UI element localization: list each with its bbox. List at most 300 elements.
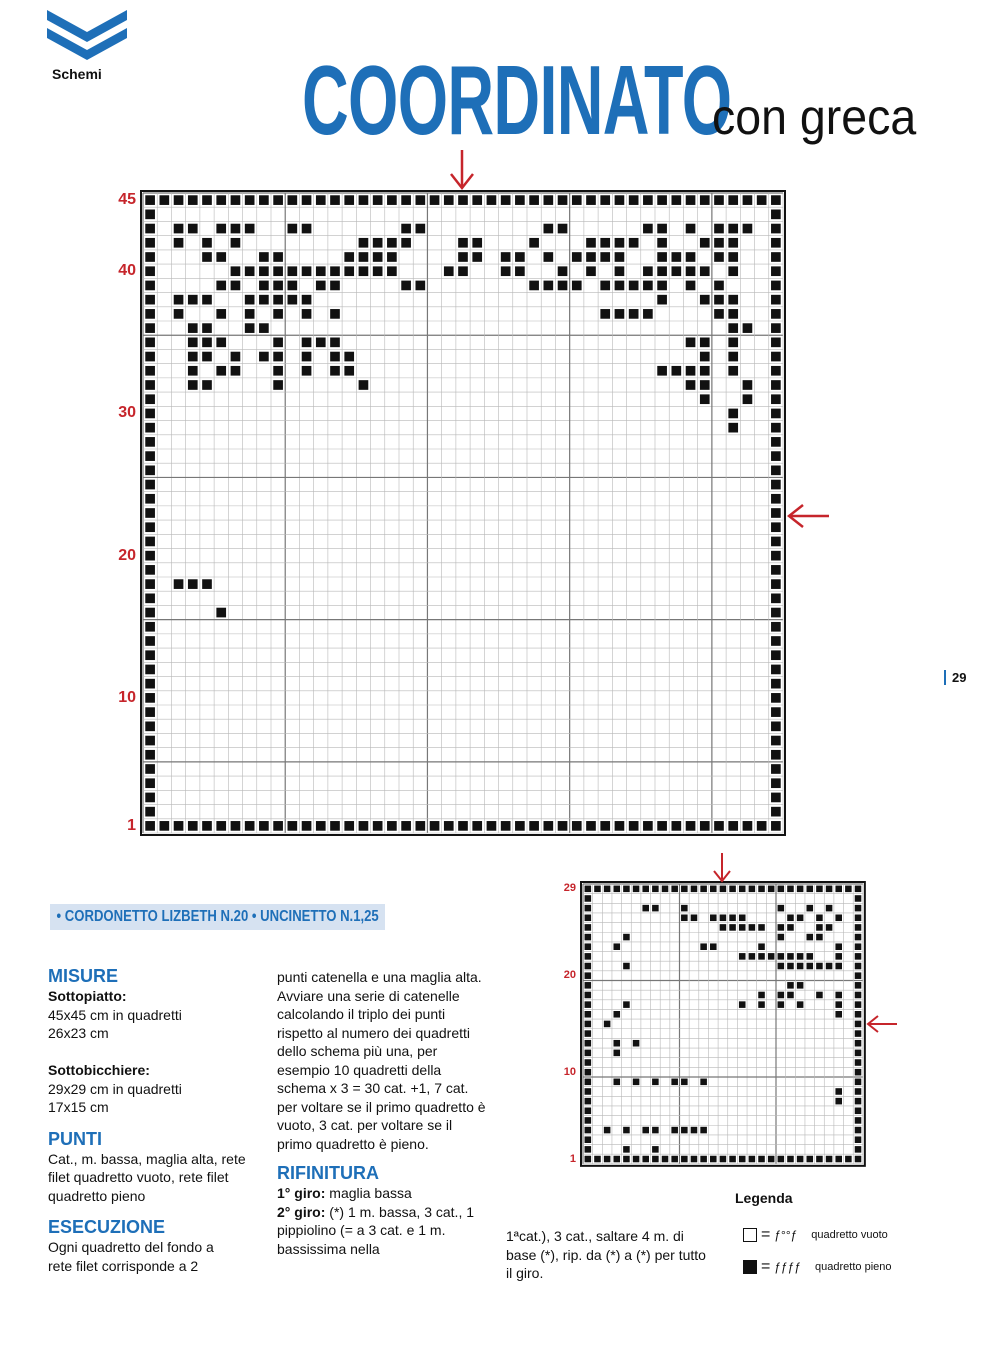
filled-cell [739, 953, 746, 960]
filled-cell [728, 266, 738, 276]
punti-heading: PUNTI [48, 1128, 102, 1149]
filled-cell [771, 281, 781, 291]
filled-cell [174, 195, 184, 205]
row-label: 45 [118, 191, 136, 209]
filled-cell [816, 934, 823, 941]
filled-cell [373, 266, 383, 276]
filled-cell [188, 579, 198, 589]
filled-cell [600, 195, 610, 205]
filled-cell [855, 1050, 862, 1057]
filled-cell [642, 1156, 649, 1163]
filled-cell [691, 914, 698, 921]
small-arrow-side-icon [866, 1014, 898, 1034]
filled-cell [344, 366, 354, 376]
filled-cell [671, 366, 681, 376]
misure-heading: MISURE [48, 966, 119, 986]
filled-cell [629, 281, 639, 291]
filled-cell [700, 352, 710, 362]
filled-cell [728, 423, 738, 433]
filled-cell [430, 821, 440, 831]
filled-cell [202, 295, 212, 305]
filled-cell [714, 224, 724, 234]
filled-cell [273, 366, 283, 376]
filled-cell [728, 821, 738, 831]
filled-cell [743, 323, 753, 333]
filled-cell [174, 295, 184, 305]
filled-cell [231, 821, 241, 831]
filled-cell [472, 238, 482, 248]
full-stitch-icon: ƒƒƒƒ [774, 1260, 802, 1274]
filled-cell [855, 905, 862, 912]
filled-cell [797, 886, 804, 893]
filled-cell [216, 337, 226, 347]
filled-cell [623, 1001, 630, 1008]
filled-cell [188, 366, 198, 376]
filled-cell [710, 1156, 717, 1163]
rifinitura-heading: RIFINITURA [277, 1163, 379, 1183]
filled-cell [259, 195, 269, 205]
filled-cell [720, 914, 727, 921]
filled-cell [855, 1098, 862, 1105]
filled-cell [202, 380, 212, 390]
filled-cell [720, 886, 727, 893]
filled-cell [245, 295, 255, 305]
filled-cell [145, 807, 155, 817]
empty-stitch-icon: ƒ°°ƒ [774, 1228, 798, 1242]
filled-cell [259, 295, 269, 305]
filled-cell [835, 943, 842, 950]
filled-cell [729, 1156, 736, 1163]
sottopiatto-label: Sottopiatto: [48, 988, 127, 1004]
filled-cell [174, 821, 184, 831]
filled-cell [585, 905, 592, 912]
filled-cell [700, 1127, 707, 1134]
filled-cell [572, 195, 582, 205]
filled-cell [771, 665, 781, 675]
filled-cell [401, 238, 411, 248]
filled-cell [743, 380, 753, 390]
filled-cell [245, 224, 255, 234]
filled-cell [855, 1107, 862, 1114]
filled-cell [145, 266, 155, 276]
filled-cell [145, 778, 155, 788]
filled-cell [585, 1146, 592, 1153]
filled-cell [700, 238, 710, 248]
filled-cell [302, 821, 312, 831]
filled-cell [401, 821, 411, 831]
filled-cell [771, 323, 781, 333]
row-label: 20 [563, 969, 576, 982]
filled-cell [231, 281, 241, 291]
filled-cell [287, 295, 297, 305]
filled-cell [444, 195, 454, 205]
filled-cell [615, 195, 625, 205]
filled-cell [728, 309, 738, 319]
filled-cell [835, 1088, 842, 1095]
legend-eq: = [761, 1258, 771, 1275]
filled-cell [652, 1079, 659, 1086]
filled-cell [787, 982, 794, 989]
punti-text: Cat., m. bassa, maglia alta, rete filet quadretto vuoto, rete filet quadretto pieno [48, 1150, 246, 1204]
filled-cell [671, 1127, 678, 1134]
filled-cell [681, 1156, 688, 1163]
filled-cell [600, 309, 610, 319]
filled-cell [586, 266, 596, 276]
filled-cell [771, 522, 781, 532]
filled-cell [145, 593, 155, 603]
filled-cell [387, 266, 397, 276]
filled-cell [720, 924, 727, 931]
filled-cell [613, 1079, 620, 1086]
filled-cell [188, 337, 198, 347]
filled-cell [245, 323, 255, 333]
filled-cell [757, 195, 767, 205]
filled-cell [855, 924, 862, 931]
filled-cell [855, 1117, 862, 1124]
filled-cell [543, 195, 553, 205]
filled-cell [216, 224, 226, 234]
filled-cell [330, 337, 340, 347]
filled-cell [771, 337, 781, 347]
filled-cell [797, 963, 804, 970]
filled-cell [615, 252, 625, 262]
filled-cell [430, 195, 440, 205]
filled-cell [633, 1156, 640, 1163]
filled-cell [855, 886, 862, 893]
filled-cell [826, 886, 833, 893]
filled-cell [359, 238, 369, 248]
filled-cell [771, 821, 781, 831]
filled-cell [686, 821, 696, 831]
filled-cell [472, 195, 482, 205]
filled-cell [585, 1059, 592, 1066]
filled-cell [487, 821, 497, 831]
filled-cell [231, 195, 241, 205]
filled-cell [739, 914, 746, 921]
filled-cell [855, 1011, 862, 1018]
filled-cell [657, 821, 667, 831]
filled-cell [613, 943, 620, 950]
filled-cell [145, 537, 155, 547]
filled-cell [501, 821, 511, 831]
filled-cell [231, 366, 241, 376]
filled-cell [816, 924, 823, 931]
filled-cell [771, 252, 781, 262]
filled-cell [145, 622, 155, 632]
filled-cell [145, 423, 155, 433]
filled-cell [855, 1136, 862, 1143]
filled-cell [686, 252, 696, 262]
center-arrow-side-icon [787, 503, 831, 529]
filled-cell [487, 195, 497, 205]
filled-cell [778, 963, 785, 970]
filled-cell [771, 195, 781, 205]
filled-cell [657, 266, 667, 276]
filled-cell [558, 266, 568, 276]
filled-cell [855, 895, 862, 902]
filled-cell [797, 1156, 804, 1163]
filled-cell [778, 1001, 785, 1008]
filled-cell [855, 1030, 862, 1037]
filled-cell [330, 281, 340, 291]
filled-cell [585, 953, 592, 960]
filled-cell [749, 1156, 756, 1163]
filled-cell [145, 451, 155, 461]
filled-cell [855, 1001, 862, 1008]
filled-cell [216, 252, 226, 262]
filled-cell [145, 323, 155, 333]
filled-cell [686, 266, 696, 276]
filled-cell [633, 886, 640, 893]
filled-cell [287, 281, 297, 291]
filled-cell [613, 1156, 620, 1163]
filled-cell [145, 821, 155, 831]
filled-cell [787, 924, 794, 931]
filled-cell [771, 209, 781, 219]
filled-cell [629, 309, 639, 319]
filled-cell [273, 380, 283, 390]
filled-cell [373, 821, 383, 831]
filled-cell [302, 224, 312, 234]
filled-cell [686, 366, 696, 376]
filled-cell [771, 465, 781, 475]
filled-cell [771, 437, 781, 447]
filled-cell [657, 238, 667, 248]
filled-cell [287, 821, 297, 831]
esecuzione-text-2: punti catenella e una maglia alta. Avviare una serie di catenelle calcolando il triplo dei punti rispetto al numero dei quadretti dello schema più una, per esempio 10 quadretti della schema x 3 = 30 cat. +1, 7 cat. per voltare se il primo quadretto è vuoto, 3 cat. per voltare se il primo quadretto è pieno. [277, 969, 486, 1152]
filled-cell [344, 821, 354, 831]
filled-cell [826, 1156, 833, 1163]
filled-cell [458, 195, 468, 205]
filled-cell [835, 1156, 842, 1163]
giro1-text: maglia bassa [325, 1185, 412, 1201]
section-label: Schemi [52, 66, 102, 82]
center-arrow-top-icon [449, 150, 475, 192]
filled-cell [778, 886, 785, 893]
filled-cell [231, 238, 241, 248]
filled-cell [855, 1040, 862, 1047]
filled-cell [572, 821, 582, 831]
filled-cell [585, 914, 592, 921]
filled-cell [231, 352, 241, 362]
filled-cell [387, 195, 397, 205]
filled-cell [600, 821, 610, 831]
filled-cell [771, 721, 781, 731]
filled-cell [615, 238, 625, 248]
small-arrow-top-icon [712, 853, 732, 883]
filled-cell [662, 1156, 669, 1163]
filled-cell [686, 337, 696, 347]
filled-cell [585, 1050, 592, 1057]
filled-cell [415, 821, 425, 831]
filled-cell [768, 1156, 775, 1163]
esecuzione-text-1: Ogni quadretto del fondo a rete filet corrisponde a 2 [48, 1239, 214, 1274]
filled-cell [771, 224, 781, 234]
filled-cell [758, 992, 765, 999]
filled-cell [739, 1001, 746, 1008]
filled-cell [259, 266, 269, 276]
filled-cell [771, 508, 781, 518]
filled-cell [174, 309, 184, 319]
filled-cell [572, 252, 582, 262]
filled-cell [472, 821, 482, 831]
filled-cell [330, 821, 340, 831]
filled-cell [643, 195, 653, 205]
filled-cell [543, 252, 553, 262]
filled-cell [729, 914, 736, 921]
filled-cell [771, 736, 781, 746]
filled-cell [145, 465, 155, 475]
filled-cell [826, 924, 833, 931]
filled-cell [202, 252, 212, 262]
filled-cell [585, 1030, 592, 1037]
misure-block [48, 987, 263, 1117]
filled-cell [758, 1156, 765, 1163]
filled-cell [558, 281, 568, 291]
filled-cell [700, 394, 710, 404]
filled-cell [771, 793, 781, 803]
filled-cell [259, 252, 269, 262]
legend-empty-label: quadretto vuoto [811, 1229, 888, 1241]
filled-cell [415, 281, 425, 291]
filled-cell [287, 224, 297, 234]
filled-cell [585, 943, 592, 950]
filled-cell [771, 309, 781, 319]
filled-cell [633, 1040, 640, 1047]
filled-cell [806, 953, 813, 960]
filled-cell [758, 1001, 765, 1008]
filled-cell [558, 224, 568, 234]
filled-cell [515, 195, 525, 205]
filled-cell [778, 905, 785, 912]
filled-cell [714, 252, 724, 262]
text-column-1 [48, 966, 263, 1275]
filled-cell [145, 736, 155, 746]
filled-cell [855, 992, 862, 999]
legend-title: Legenda [735, 1190, 793, 1206]
filled-cell [585, 886, 592, 893]
filled-cell [273, 352, 283, 362]
filled-cell [710, 943, 717, 950]
filled-cell [700, 380, 710, 390]
filled-cell [585, 992, 592, 999]
filled-cell [245, 309, 255, 319]
filled-cell [629, 821, 639, 831]
filled-cell [728, 323, 738, 333]
filled-cell [401, 224, 411, 234]
filled-cell [458, 821, 468, 831]
filled-cell [145, 693, 155, 703]
filled-cell [806, 963, 813, 970]
filled-cell [835, 1098, 842, 1105]
filled-cell [359, 252, 369, 262]
filled-cell [845, 1156, 852, 1163]
filled-cell [188, 352, 198, 362]
filled-cell [145, 480, 155, 490]
filled-cell [302, 266, 312, 276]
filled-cell [700, 886, 707, 893]
filled-cell [145, 337, 155, 347]
filled-cell [778, 992, 785, 999]
filled-cell [714, 238, 724, 248]
filled-cell [835, 953, 842, 960]
legend-full-label: quadretto pieno [815, 1261, 892, 1273]
filled-cell [202, 195, 212, 205]
filled-cell [771, 352, 781, 362]
filled-cell [159, 195, 169, 205]
row-label: 1 [569, 1152, 576, 1165]
filled-cell [174, 238, 184, 248]
filled-cell [826, 963, 833, 970]
filled-cell [855, 934, 862, 941]
filled-cell [145, 750, 155, 760]
filled-cell [806, 886, 813, 893]
filled-cell [202, 238, 212, 248]
filled-cell [259, 352, 269, 362]
esecuzione-heading: ESECUZIONE [48, 1217, 166, 1237]
sottopiatto-size-2: 26x23 cm [48, 1025, 109, 1041]
filled-cell [768, 953, 775, 960]
filled-cell [771, 593, 781, 603]
filled-cell [216, 281, 226, 291]
filled-cell [145, 295, 155, 305]
filled-cell [771, 451, 781, 461]
filled-cell [529, 195, 539, 205]
row-label: 30 [118, 404, 136, 422]
filled-cell [691, 886, 698, 893]
filled-cell [787, 1156, 794, 1163]
filled-cell [613, 1050, 620, 1057]
filled-cell [259, 821, 269, 831]
filled-cell [515, 252, 525, 262]
filled-cell [681, 1079, 688, 1086]
filled-cell [749, 953, 756, 960]
filled-cell [145, 721, 155, 731]
page-subtitle: con greca [712, 89, 917, 145]
filled-cell [145, 494, 155, 504]
filled-cell [330, 352, 340, 362]
filled-cell [585, 1040, 592, 1047]
filled-cell [216, 309, 226, 319]
filled-cell [743, 394, 753, 404]
filled-cell [273, 821, 283, 831]
filled-cell [855, 1127, 862, 1134]
filled-cell [188, 821, 198, 831]
filled-cell [806, 934, 813, 941]
filled-cell [501, 252, 511, 262]
filled-cell [657, 281, 667, 291]
filled-cell [145, 551, 155, 561]
filled-cell [145, 224, 155, 234]
filled-cell [174, 579, 184, 589]
filled-cell [585, 1156, 592, 1163]
filled-cell [543, 224, 553, 234]
filled-cell [401, 195, 411, 205]
filled-cell [700, 366, 710, 376]
filled-cell [615, 821, 625, 831]
filled-cell [259, 281, 269, 291]
filled-cell [686, 224, 696, 234]
filled-cell [700, 266, 710, 276]
giro1-label: 1° giro: [277, 1185, 326, 1201]
row-label: 40 [118, 262, 136, 280]
filled-cell [816, 1156, 823, 1163]
filled-cell [642, 1127, 649, 1134]
filled-cell [615, 309, 625, 319]
filled-cell [743, 224, 753, 234]
filled-cell [344, 252, 354, 262]
filled-cell [604, 1156, 611, 1163]
